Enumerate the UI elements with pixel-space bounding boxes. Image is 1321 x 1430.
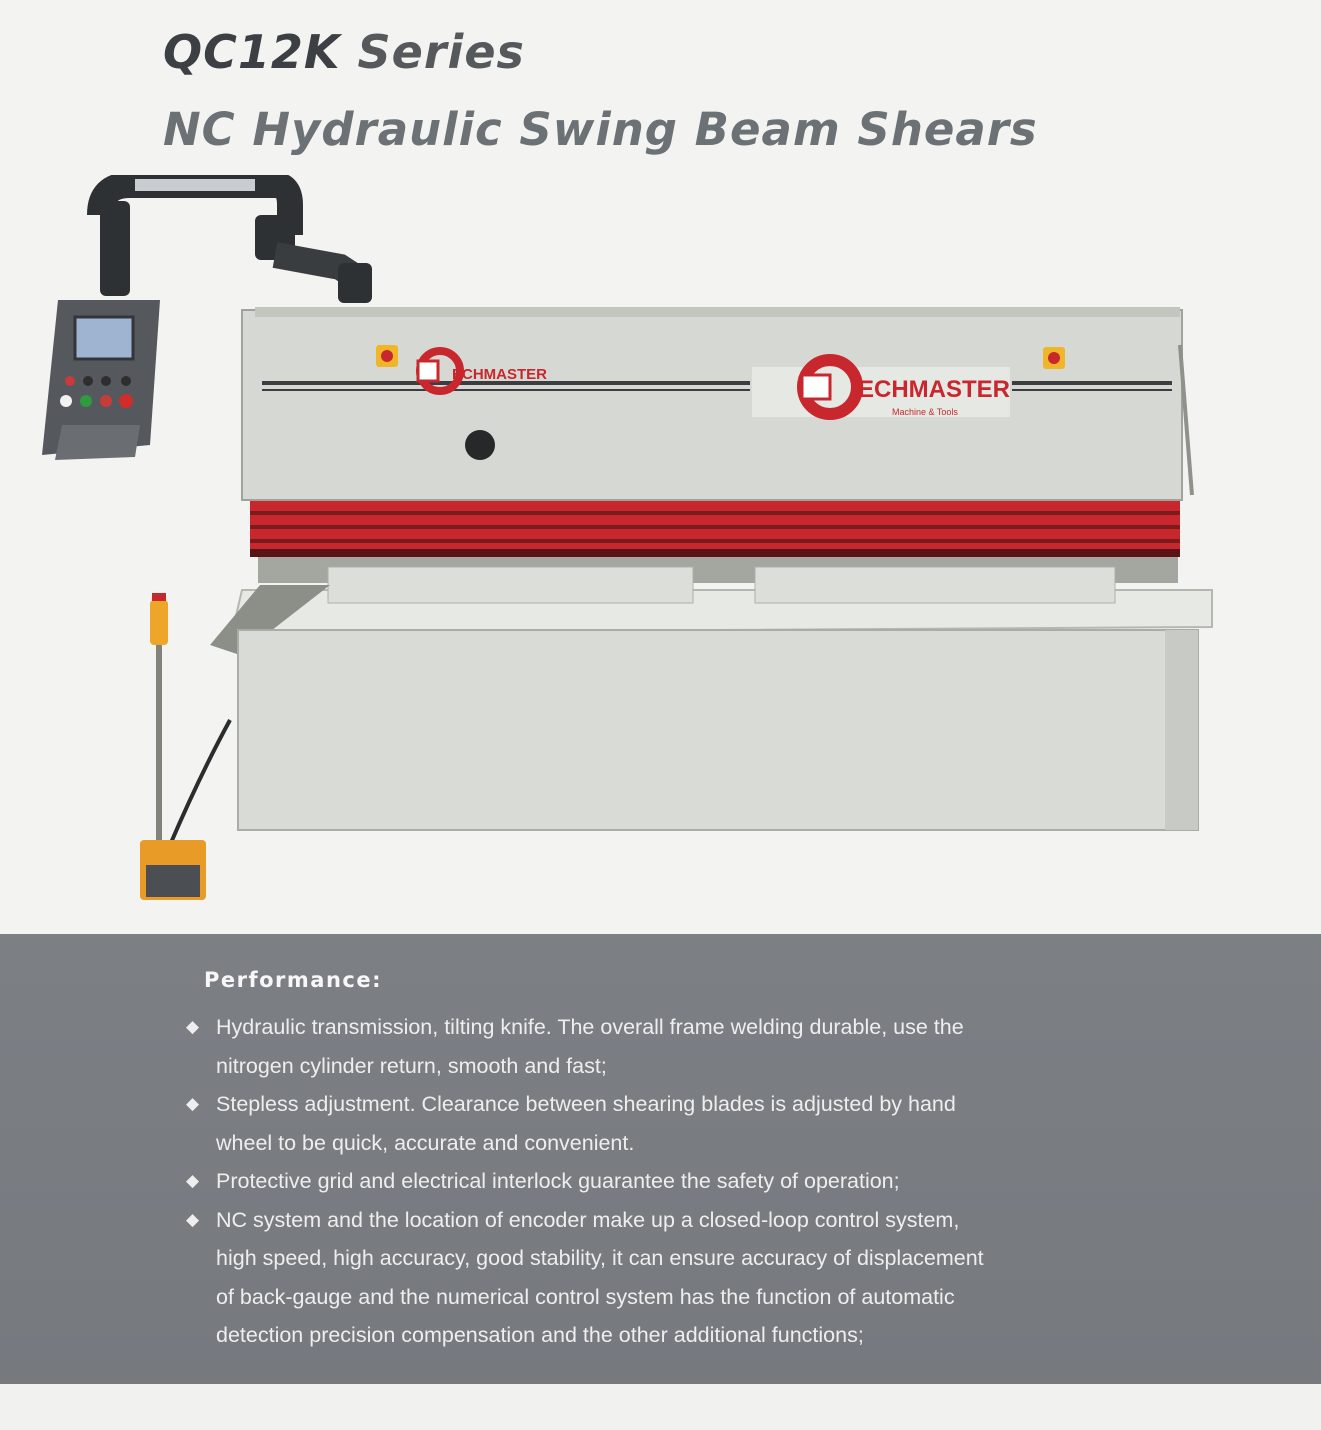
performance-panel (0, 934, 1321, 1384)
control-panel (42, 300, 160, 460)
machine-illustration (0, 175, 1321, 915)
performance-list (186, 1008, 1126, 1355)
list-item-text: nitrogen cylinder return, smooth and fast; (216, 1053, 607, 1078)
diamond-bullet-icon: ◆ (186, 1209, 200, 1229)
svg-text:ECHMASTER: ECHMASTER (858, 376, 1011, 403)
performance-heading: Performance: (204, 968, 383, 992)
diamond-bullet-icon: ◆ (186, 1017, 200, 1036)
list-item-text: Stepless adjustment. Clearance between shearing blades is adjusted by hand (216, 1092, 956, 1116)
list-item (186, 1201, 1126, 1355)
list-item-text: of back-gauge and the numerical control system has the function of automatic (216, 1284, 955, 1309)
title-block (163, 24, 1038, 156)
machine-bed (210, 557, 1212, 830)
bottom-margin (0, 1384, 1321, 1430)
list-item (186, 1162, 1126, 1201)
diamond-bullet-icon: ◆ (186, 1094, 200, 1113)
page-title (163, 24, 525, 80)
list-item-text: detection precision compensation and the other additional functions; (216, 1323, 864, 1347)
list-item (186, 1085, 1126, 1162)
page-subtitle: NC Hydraulic Swing Beam Shears (163, 103, 1038, 156)
list-item-text: wheel to be quick, accurate and convenient. (216, 1130, 635, 1155)
model-name: QC12K (163, 25, 341, 79)
list-item-text: Protective grid and electrical interlock guarantee the safety of operation; (216, 1169, 900, 1193)
upper-beam (242, 307, 1192, 500)
list-item-text: Hydraulic transmission, tilting knife. The overall frame welding durable, use the (216, 1015, 964, 1039)
list-item (186, 1008, 1126, 1085)
swing-arm (100, 179, 372, 303)
svg-text:ECHMASTER: ECHMASTER (452, 366, 548, 383)
diamond-bullet-icon: ◆ (186, 1171, 200, 1190)
list-item-text: NC system and the location of encoder make up a closed-loop control system, (216, 1207, 960, 1232)
list-item-text: high speed, high accuracy, good stability, it can ensure accuracy of displacement (216, 1246, 984, 1270)
blade-guard (250, 501, 1180, 557)
svg-text:Machine & Tools: Machine & Tools (892, 407, 958, 417)
series-word: Series (357, 25, 525, 79)
